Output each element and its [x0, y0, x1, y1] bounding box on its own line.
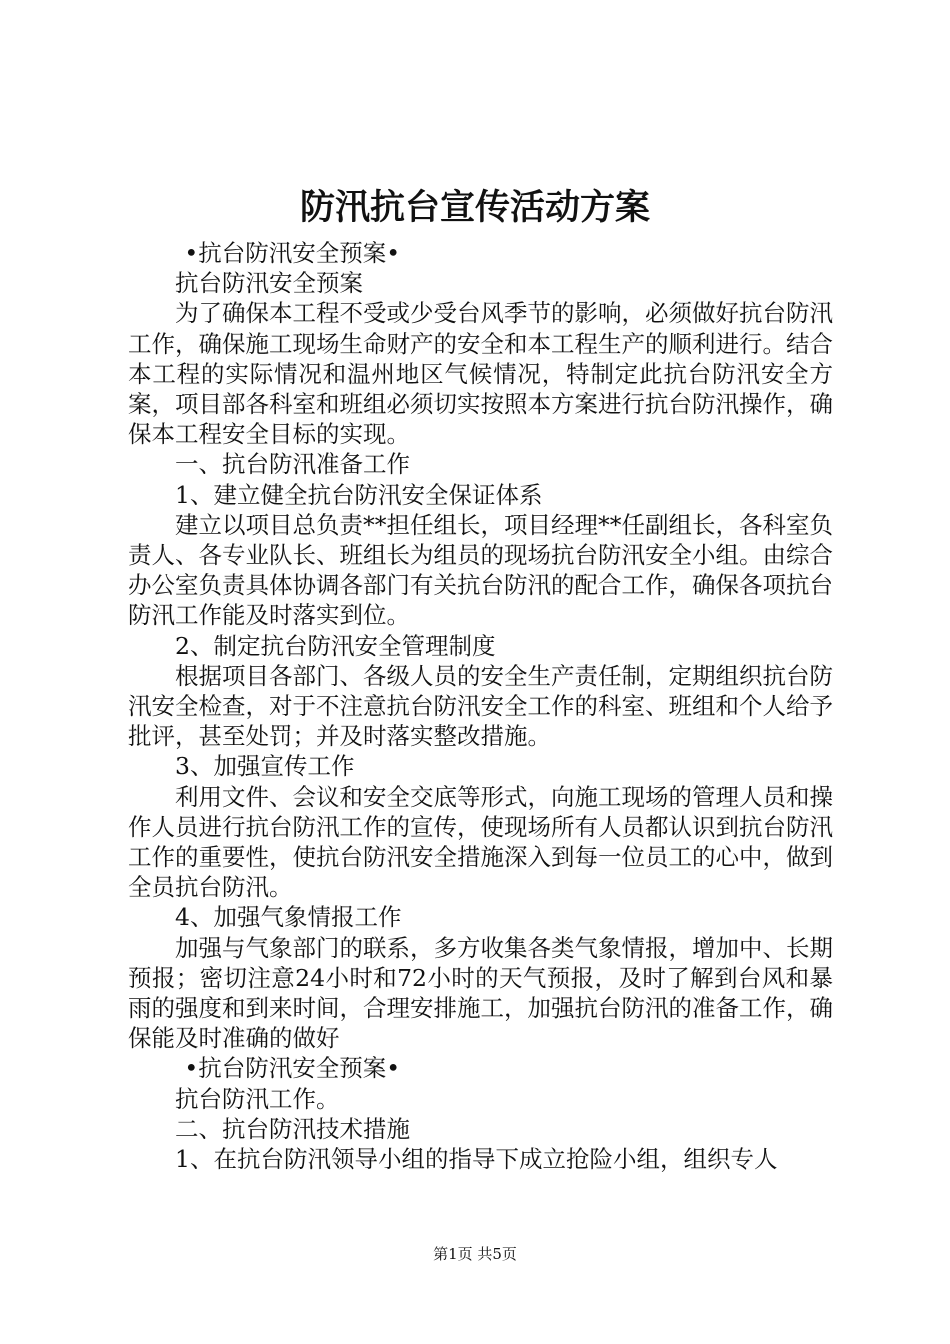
section-header-bullet: •抗台防汛安全预案• — [184, 1054, 401, 1083]
intro-paragraph: 为了确保本工程不受或少受台风季节的影响，必须做好抗台防汛工作，确保施工现场生命财产的安全和本工程生产的顺利进行。结合本工程的实际情况和温州地区气候情况，特制定此抗台防汛安全方案，项目部各科室和班组必须切实按照本方案进行抗台防汛操作，确保本工程安全目标的实现。 — [128, 299, 833, 449]
subsection-heading: 2、制定抗台防汛安全管理制度 — [175, 631, 496, 660]
page-footer: 第1页 共5页 — [433, 1245, 517, 1263]
body-paragraph: 根据项目各部门、各级人员的安全生产责任制，定期组织抗台防汛安全检查，对于不注意抗台防汛安全工作的科室、班组和个人给予批评，甚至处罚；并及时落实整改措施。 — [128, 661, 833, 751]
subtitle: 抗台防汛安全预案 — [175, 269, 363, 298]
subsection-heading: 1、建立健全抗台防汛安全保证体系 — [175, 480, 543, 509]
body-paragraph: 1、在抗台防汛领导小组的指导下成立抢险小组，组织专人 — [175, 1145, 778, 1174]
document-title: 防汛抗台宣传活动方案 — [299, 187, 650, 228]
body-paragraph: 建立以项目总负责**担任组长，项目经理**任副组长，各科室负责人、各专业队长、班组长为组员的现场抗台防汛安全小组。由综合办公室负责具体协调各部门有关抗台防汛的配合工作，确保各项抗台防汛工作能及时落实到位。 — [128, 510, 833, 630]
subsection-heading: 4、加强气象情报工作 — [175, 903, 402, 932]
subsection-heading: 3、加强宣传工作 — [175, 752, 355, 781]
section-heading: 一、抗台防汛准备工作 — [175, 450, 410, 479]
section-header-bullet: •抗台防汛安全预案• — [184, 239, 401, 267]
body-paragraph: 利用文件、会议和安全交底等形式，向施工现场的管理人员和操作人员进行抗台防汛工作的宣传，使现场所有人员都认识到抗台防汛工作的重要性，使抗台防汛安全措施深入到每一位员工的心中，做到全员抗台防汛。 — [128, 782, 833, 902]
body-paragraph: 抗台防汛工作。 — [175, 1084, 340, 1113]
document-body — [128, 238, 833, 1174]
body-paragraph: 加强与气象部门的联系，多方收集各类气象情报，增加中、长期预报；密切注意24小时和72小时的天气预报，及时了解到台风和暴雨的强度和到来时间，合理安排施工，加强抗台防汛的准备工作，确保能及时准确的做好 — [128, 933, 833, 1053]
section-heading: 二、抗台防汛技术措施 — [175, 1114, 410, 1143]
